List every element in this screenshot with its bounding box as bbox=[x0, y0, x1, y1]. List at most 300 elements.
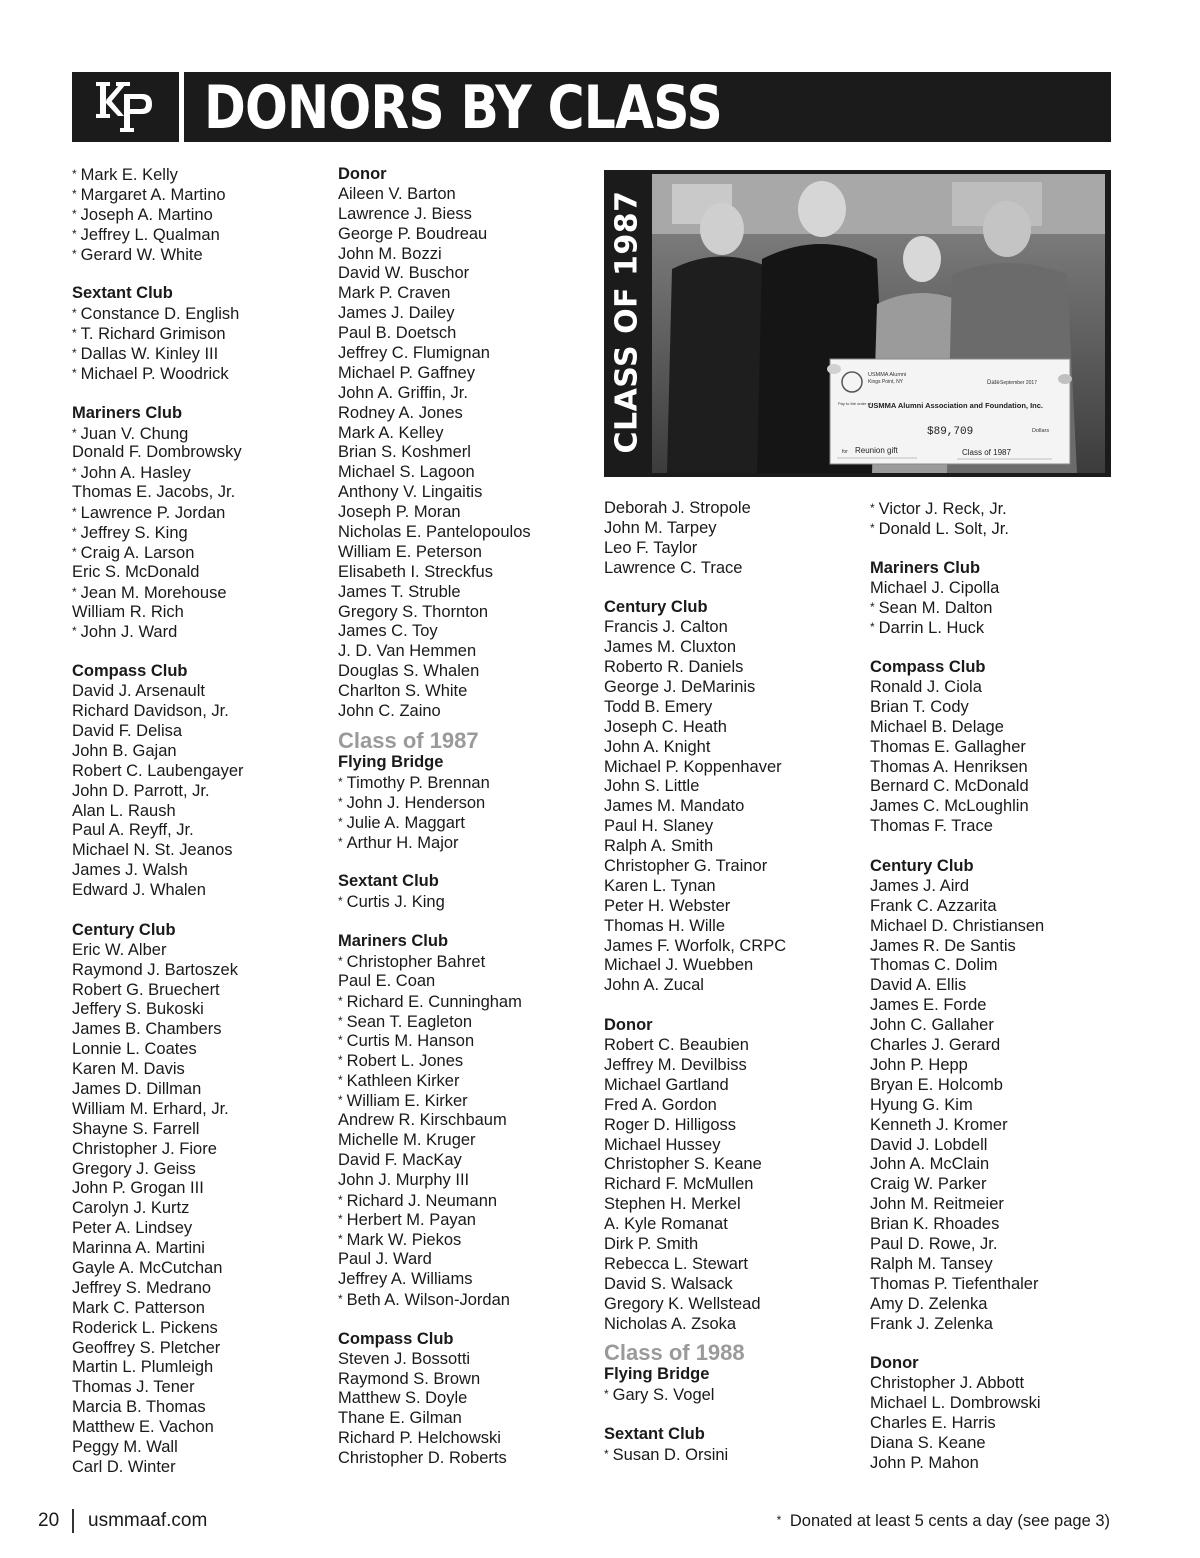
donor-name bbox=[338, 662, 531, 682]
donor-name bbox=[604, 857, 786, 877]
donor-name-text: Joseph C. Heath bbox=[604, 717, 727, 736]
donor-name bbox=[72, 344, 244, 364]
donor-name-text: Michael B. Delage bbox=[870, 717, 1004, 736]
donor-name bbox=[72, 1060, 244, 1080]
donor-name-text: Karen L. Tynan bbox=[604, 876, 716, 895]
donor-name bbox=[72, 1378, 244, 1398]
donor-name-text: Robert L. Jones bbox=[346, 1052, 464, 1071]
donor-name bbox=[72, 1279, 244, 1299]
donor-name bbox=[604, 1036, 786, 1056]
star-icon: * bbox=[72, 584, 77, 599]
donor-name bbox=[604, 837, 786, 857]
class-year-heading: Class of 1987 bbox=[338, 727, 479, 753]
donor-name-text: David A. Ellis bbox=[870, 976, 967, 995]
donor-name bbox=[72, 1040, 244, 1060]
section-spacer bbox=[870, 539, 1044, 559]
donor-name bbox=[72, 702, 244, 722]
donor-name bbox=[72, 881, 244, 901]
donor-name bbox=[338, 642, 531, 662]
donor-name-text: John S. Little bbox=[604, 777, 700, 796]
check-payto-label: Pay to the order of bbox=[838, 401, 871, 406]
donor-name-text: Anthony V. Lingaitis bbox=[338, 483, 483, 502]
donor-name-text: Gayle A. McCutchan bbox=[72, 1258, 223, 1277]
donor-name-text: Herbert M. Payan bbox=[346, 1211, 476, 1230]
donor-name bbox=[604, 797, 786, 817]
section-heading: Mariners Club bbox=[338, 931, 449, 950]
donor-name bbox=[870, 738, 1044, 758]
donor-name-text: Nicholas E. Pantelopoulos bbox=[338, 523, 531, 542]
donor-name bbox=[604, 678, 786, 698]
donor-name bbox=[338, 1449, 531, 1469]
donor-name-text: James F. Worfolk, CRPC bbox=[604, 936, 787, 955]
class-year-heading: Class of 1988 bbox=[604, 1340, 745, 1366]
donor-name bbox=[72, 1438, 244, 1458]
donor-name bbox=[604, 1056, 786, 1076]
donor-name bbox=[604, 817, 786, 837]
donor-name bbox=[338, 1230, 531, 1250]
donor-name bbox=[338, 245, 531, 265]
donor-name-text: Michael P. Gaffney bbox=[338, 363, 475, 382]
donor-name-text: Lawrence J. Biess bbox=[338, 204, 472, 223]
donor-name-text: Richard Davidson, Jr. bbox=[72, 702, 229, 721]
donor-name bbox=[338, 1111, 531, 1131]
donor-name-text: Thomas J. Tener bbox=[72, 1378, 195, 1397]
star-icon: * bbox=[338, 1053, 343, 1068]
donor-name bbox=[72, 1219, 244, 1239]
donor-name bbox=[870, 777, 1044, 797]
donor-name bbox=[870, 1175, 1044, 1195]
donor-name bbox=[870, 1016, 1044, 1036]
donor-name-text: Roderick L. Pickens bbox=[72, 1318, 218, 1337]
donor-name-text: Charles J. Gerard bbox=[870, 1036, 1001, 1055]
donor-name bbox=[72, 1020, 244, 1040]
donor-name-text: Paul B. Doetsch bbox=[338, 324, 457, 343]
donor-name-text: Darrin L. Huck bbox=[878, 619, 985, 638]
star-icon: * bbox=[870, 600, 875, 615]
donor-name-text: James D. Dillman bbox=[72, 1079, 202, 1098]
donor-name-text: Jeffrey S. King bbox=[80, 524, 188, 543]
donor-name bbox=[604, 1275, 786, 1295]
donor-name bbox=[604, 1136, 786, 1156]
donor-name-text: Paul D. Rowe, Jr. bbox=[870, 1234, 998, 1253]
donor-name bbox=[870, 1056, 1044, 1076]
donor-name bbox=[72, 1080, 244, 1100]
section-heading: Donor bbox=[870, 1354, 919, 1373]
donor-name-text: Thomas P. Tiefenthaler bbox=[870, 1274, 1039, 1293]
donor-name bbox=[72, 1458, 244, 1478]
donor-name-text: Raymond S. Brown bbox=[338, 1369, 481, 1388]
section-spacer bbox=[604, 1405, 786, 1425]
donor-name-text: Ralph A. Smith bbox=[604, 837, 714, 856]
donor-name bbox=[338, 1429, 531, 1449]
donor-name-text: David W. Buschor bbox=[338, 264, 470, 283]
donor-name bbox=[604, 738, 786, 758]
check-from: USMMA Alumni bbox=[868, 372, 907, 378]
donor-name-text: John A. Griffin, Jr. bbox=[338, 383, 468, 402]
donor-name bbox=[338, 1350, 531, 1370]
donor-name-text: David S. Walsack bbox=[604, 1274, 733, 1293]
donor-name-text: Christopher Bahret bbox=[346, 952, 486, 971]
section-spacer bbox=[72, 901, 244, 921]
donor-name bbox=[604, 1315, 786, 1335]
donor-name-text: Aileen V. Barton bbox=[338, 184, 456, 203]
donor-name-text: Francis J. Calton bbox=[604, 618, 728, 637]
donor-name-text: Kenneth J. Kromer bbox=[870, 1115, 1008, 1134]
donor-name bbox=[870, 976, 1044, 996]
donor-name bbox=[604, 698, 786, 718]
donor-name bbox=[604, 618, 786, 638]
donor-name bbox=[870, 1315, 1044, 1335]
donor-name-text: Eric W. Alber bbox=[72, 940, 167, 959]
donor-name-text: Shayne S. Farrell bbox=[72, 1119, 200, 1138]
donor-name bbox=[72, 1358, 244, 1378]
donor-name bbox=[338, 813, 531, 833]
donor-name-text: John A. Hasley bbox=[80, 464, 191, 483]
donor-name-text: Gregory J. Geiss bbox=[72, 1159, 196, 1178]
donor-name bbox=[338, 622, 531, 642]
donor-name-text: Juan V. Chung bbox=[80, 424, 189, 443]
donor-name bbox=[338, 543, 531, 563]
donor-name bbox=[870, 937, 1044, 957]
donor-name-text: Edward J. Whalen bbox=[72, 881, 206, 900]
donor-name bbox=[604, 1215, 786, 1235]
donor-name bbox=[72, 364, 244, 384]
donor-name-text: James M. Cluxton bbox=[604, 638, 737, 657]
donor-name-text: Fred A. Gordon bbox=[604, 1095, 717, 1114]
donor-name bbox=[72, 782, 244, 802]
donor-name-text: James R. De Santis bbox=[870, 936, 1016, 955]
donor-name bbox=[338, 793, 531, 813]
donor-name bbox=[338, 463, 531, 483]
donor-name-text: David J. Lobdell bbox=[870, 1135, 988, 1154]
section-heading: Flying Bridge bbox=[604, 1365, 710, 1384]
donor-name bbox=[72, 523, 244, 543]
donor-name-text: Gerard W. White bbox=[80, 245, 203, 264]
section-spacer bbox=[72, 384, 244, 404]
check-date: September 2017 bbox=[1000, 380, 1037, 386]
donor-name bbox=[338, 404, 531, 424]
star-icon: * bbox=[72, 306, 77, 321]
star-icon: * bbox=[338, 794, 343, 809]
donor-name-text: Timothy P. Brennan bbox=[346, 773, 490, 792]
donor-name-text: John J. Ward bbox=[80, 623, 178, 642]
donor-name bbox=[870, 1454, 1044, 1474]
donor-name bbox=[72, 165, 244, 185]
donor-name-text: Rebecca L. Stewart bbox=[604, 1254, 748, 1273]
donor-name-text: James M. Mandato bbox=[604, 797, 745, 816]
donor-name-text: Robert C. Beaubien bbox=[604, 1036, 749, 1055]
donor-name bbox=[604, 956, 786, 976]
donor-name bbox=[338, 1210, 531, 1230]
donor-name bbox=[72, 861, 244, 881]
donor-name-text: Ralph M. Tansey bbox=[870, 1254, 993, 1273]
donor-name-text: Charles E. Harris bbox=[870, 1413, 996, 1432]
donor-name-text: Susan D. Orsini bbox=[612, 1445, 729, 1464]
donor-name-text: Sean T. Eagleton bbox=[346, 1012, 473, 1031]
donor-name-text: John M. Reitmeier bbox=[870, 1195, 1004, 1214]
donor-name bbox=[72, 1319, 244, 1339]
star-icon: * bbox=[72, 505, 77, 520]
donor-name bbox=[870, 1434, 1044, 1454]
donor-name-text: Geoffrey S. Pletcher bbox=[72, 1338, 221, 1357]
donor-name-text: Deborah J. Stropole bbox=[604, 499, 751, 517]
donor-name bbox=[338, 205, 531, 225]
donor-name-text: Andrew R. Kirschbaum bbox=[338, 1110, 507, 1129]
donor-name bbox=[338, 1071, 531, 1091]
section-heading: Century Club bbox=[604, 598, 708, 617]
donor-name-text: Craig A. Larson bbox=[80, 543, 195, 562]
donor-name-text: Michael D. Christiansen bbox=[870, 916, 1045, 935]
donor-name bbox=[72, 603, 244, 623]
donor-name-text: Thomas E. Jacobs, Jr. bbox=[72, 483, 236, 502]
donor-name bbox=[870, 996, 1044, 1016]
donor-name-text: John B. Gajan bbox=[72, 741, 177, 760]
donor-name-text: Michael S. Lagoon bbox=[338, 463, 475, 482]
donor-name bbox=[338, 972, 531, 992]
donor-name bbox=[338, 1389, 531, 1409]
donor-name-text: Marcia B. Thomas bbox=[72, 1398, 206, 1417]
donor-name bbox=[604, 638, 786, 658]
star-icon: * bbox=[338, 1212, 343, 1227]
donor-name-text: Roger D. Hilligoss bbox=[604, 1115, 737, 1134]
section-spacer bbox=[870, 1334, 1044, 1354]
page-title: DONORS BY CLASS bbox=[204, 73, 722, 143]
donor-name-text: Lawrence P. Jordan bbox=[80, 504, 226, 523]
donor-name-text: John P. Hepp bbox=[870, 1055, 968, 1074]
donor-name bbox=[72, 1140, 244, 1160]
donor-name-text: Joseph A. Martino bbox=[80, 205, 213, 224]
donor-name bbox=[870, 1195, 1044, 1215]
donor-name bbox=[72, 841, 244, 861]
donor-name-text: Michael P. Koppenhaver bbox=[604, 757, 782, 776]
donor-name-text: Martin L. Plumleigh bbox=[72, 1358, 214, 1377]
donor-name bbox=[338, 1051, 531, 1071]
donor-name bbox=[604, 1195, 786, 1215]
donor-name bbox=[870, 718, 1044, 738]
donor-name-text: Brian T. Cody bbox=[870, 697, 969, 716]
donor-name-text: Michael J. Cipolla bbox=[870, 578, 1000, 597]
donor-name bbox=[338, 992, 531, 1012]
donor-name bbox=[338, 304, 531, 324]
donor-name bbox=[338, 1191, 531, 1211]
class-photo-illustration bbox=[652, 174, 1105, 473]
donor-name bbox=[72, 1179, 244, 1199]
donor-name bbox=[338, 344, 531, 364]
donor-name-text: A. Kyle Romanat bbox=[604, 1215, 728, 1234]
donor-name-text: John M. Tarpey bbox=[604, 518, 717, 537]
check-payee: USMMA Alumni Association and Foundation, Inc. bbox=[868, 401, 1043, 410]
section-spacer bbox=[338, 852, 531, 872]
donor-name bbox=[870, 1374, 1044, 1394]
star-icon: * bbox=[72, 326, 77, 341]
donor-name bbox=[870, 1394, 1044, 1414]
star-icon: * bbox=[338, 814, 343, 829]
donor-name bbox=[72, 443, 244, 463]
donor-name-text: William M. Erhard, Jr. bbox=[72, 1099, 229, 1118]
donor-name-text: Richard F. McMullen bbox=[604, 1175, 754, 1194]
donor-name-text: William E. Peterson bbox=[338, 542, 482, 561]
donor-name bbox=[338, 1012, 531, 1032]
donor-name-text: Margaret A. Martino bbox=[80, 185, 226, 204]
donor-name-text: Stephen H. Merkel bbox=[604, 1195, 741, 1214]
donor-name-text: Richard J. Neumann bbox=[346, 1191, 498, 1210]
donor-name bbox=[870, 877, 1044, 897]
donor-name bbox=[604, 1445, 786, 1465]
donor-name-text: Peter H. Webster bbox=[604, 896, 731, 915]
donor-name bbox=[338, 523, 531, 543]
donor-name bbox=[338, 1091, 531, 1111]
check-dollars-label: Dollars bbox=[1032, 428, 1050, 434]
donor-name-text: James J. Walsh bbox=[72, 861, 188, 880]
donor-name-text: Marinna A. Martini bbox=[72, 1239, 205, 1258]
donor-name bbox=[338, 603, 531, 623]
donor-name bbox=[870, 1036, 1044, 1056]
donor-name-text: Jean M. Morehouse bbox=[80, 583, 227, 602]
donor-name bbox=[604, 658, 786, 678]
star-icon: * bbox=[338, 993, 343, 1008]
donor-name bbox=[870, 1096, 1044, 1116]
check-date-label: Date bbox=[987, 380, 1000, 386]
donor-name bbox=[870, 1155, 1044, 1175]
donor-name-text: Lonnie L. Coates bbox=[72, 1040, 197, 1059]
donor-name bbox=[338, 1370, 531, 1390]
donor-name bbox=[338, 443, 531, 463]
donor-name bbox=[72, 682, 244, 702]
section-spacer bbox=[604, 579, 786, 599]
donor-name-text: Frank J. Zelenka bbox=[870, 1314, 993, 1333]
donor-name bbox=[72, 742, 244, 762]
donor-name bbox=[338, 1031, 531, 1051]
check-memo-label: for bbox=[842, 449, 848, 455]
star-icon: * bbox=[338, 1291, 343, 1306]
donor-name bbox=[72, 185, 244, 205]
donor-name-text: Mark A. Kelley bbox=[338, 423, 444, 442]
donor-name-text: James B. Chambers bbox=[72, 1020, 222, 1039]
donor-name bbox=[870, 499, 1044, 519]
donor-name-text: Christopher J. Abbott bbox=[870, 1374, 1025, 1393]
donor-name-text: Matthew S. Doyle bbox=[338, 1389, 468, 1408]
donor-name bbox=[604, 1175, 786, 1195]
donor-name bbox=[72, 1259, 244, 1279]
donor-name-text: John J. Murphy III bbox=[338, 1170, 470, 1189]
section-heading: Mariners Club bbox=[72, 403, 183, 422]
donor-name-text: Hyung G. Kim bbox=[870, 1095, 973, 1114]
section-heading: Donor bbox=[604, 1016, 653, 1035]
donor-name-text: Jeffrey M. Devilbiss bbox=[604, 1055, 747, 1074]
donor-name-text: John P. Grogan III bbox=[72, 1179, 204, 1198]
donor-name bbox=[338, 682, 531, 702]
donor-name bbox=[604, 1295, 786, 1315]
section-heading: Mariners Club bbox=[870, 558, 981, 577]
donor-name bbox=[338, 264, 531, 284]
donor-name bbox=[870, 678, 1044, 698]
website-link[interactable]: usmmaaf.com bbox=[88, 1510, 208, 1531]
star-icon: * bbox=[72, 425, 77, 440]
donor-name bbox=[338, 324, 531, 344]
donor-name-text: Michael Gartland bbox=[604, 1075, 729, 1094]
star-icon: * bbox=[72, 186, 77, 201]
section-spacer bbox=[72, 264, 244, 284]
donor-name-text: Jeffrey C. Flumignan bbox=[338, 344, 490, 363]
section-heading: Sextant Club bbox=[72, 284, 173, 303]
donor-name bbox=[72, 324, 244, 344]
donor-name-text: Thomas E. Gallagher bbox=[870, 737, 1026, 756]
donor-name bbox=[72, 225, 244, 245]
donor-name-text: Charlton S. White bbox=[338, 682, 468, 701]
donor-name bbox=[604, 877, 786, 897]
donor-name-text: Bryan E. Holcomb bbox=[870, 1075, 1003, 1094]
donor-name bbox=[338, 583, 531, 603]
check-amount: $89,709 bbox=[927, 426, 974, 438]
star-icon: * bbox=[72, 525, 77, 540]
donor-name-text: Raymond J. Bartoszek bbox=[72, 960, 238, 979]
donor-name-text: Thomas F. Trace bbox=[870, 817, 993, 836]
donor-name-text: Mark W. Piekos bbox=[346, 1231, 462, 1250]
donor-name bbox=[72, 941, 244, 961]
donor-name-text: Michael L. Dombrowski bbox=[870, 1394, 1041, 1413]
donor-name bbox=[72, 1160, 244, 1180]
donor-name bbox=[338, 773, 531, 793]
donor-name-text: John D. Parrott, Jr. bbox=[72, 781, 210, 800]
donor-name-text: George J. DeMarinis bbox=[604, 678, 756, 697]
donor-name bbox=[338, 503, 531, 523]
donor-name-text: Arthur H. Major bbox=[346, 833, 459, 852]
donor-name bbox=[338, 364, 531, 384]
donor-name bbox=[72, 1299, 244, 1319]
donor-name-text: David F. MacKay bbox=[338, 1150, 462, 1169]
donor-name-text: Christopher S. Keane bbox=[604, 1155, 762, 1174]
donor-name-text: Roberto R. Daniels bbox=[604, 658, 744, 677]
footnote bbox=[777, 1512, 1110, 1531]
star-icon: * bbox=[604, 1387, 609, 1402]
donor-name bbox=[338, 1290, 531, 1310]
star-icon: * bbox=[72, 365, 77, 380]
donor-name-text: T. Richard Grimison bbox=[80, 325, 226, 344]
donor-name-text: David F. Delisa bbox=[72, 721, 183, 740]
star-icon: * bbox=[604, 1446, 609, 1461]
donor-name bbox=[338, 1151, 531, 1171]
donor-name bbox=[338, 284, 531, 304]
donor-name bbox=[604, 1155, 786, 1175]
donor-name bbox=[604, 758, 786, 778]
footer-divider bbox=[72, 1509, 74, 1533]
donor-name-text: Karen M. Davis bbox=[72, 1060, 185, 1079]
donor-name-text: Dirk P. Smith bbox=[604, 1234, 699, 1253]
donor-name bbox=[72, 1120, 244, 1140]
donor-name-text: Sean M. Dalton bbox=[878, 599, 993, 618]
donor-name bbox=[338, 563, 531, 583]
section-spacer bbox=[338, 1310, 531, 1330]
donor-name-text: Julie A. Maggart bbox=[346, 813, 465, 832]
donor-name bbox=[338, 483, 531, 503]
donor-name bbox=[604, 1076, 786, 1096]
kp-logo-icon bbox=[94, 76, 156, 138]
donor-name-text: Robert C. Laubengayer bbox=[72, 761, 244, 780]
donor-name bbox=[870, 1136, 1044, 1156]
donor-name-text: Donald L. Solt, Jr. bbox=[878, 519, 1009, 538]
donor-name-text: Curtis M. Hanson bbox=[346, 1032, 475, 1051]
donor-name-text: Carolyn J. Kurtz bbox=[72, 1199, 190, 1218]
donor-name bbox=[72, 463, 244, 483]
donor-name bbox=[604, 917, 786, 937]
donor-name bbox=[72, 583, 244, 603]
star-icon: * bbox=[338, 1013, 343, 1028]
donor-name-text: John A. Zucal bbox=[604, 976, 704, 995]
donor-name bbox=[604, 1116, 786, 1136]
donor-name bbox=[72, 961, 244, 981]
donor-name-text: Jeffrey A. Williams bbox=[338, 1270, 473, 1289]
star-icon: * bbox=[338, 1033, 343, 1048]
